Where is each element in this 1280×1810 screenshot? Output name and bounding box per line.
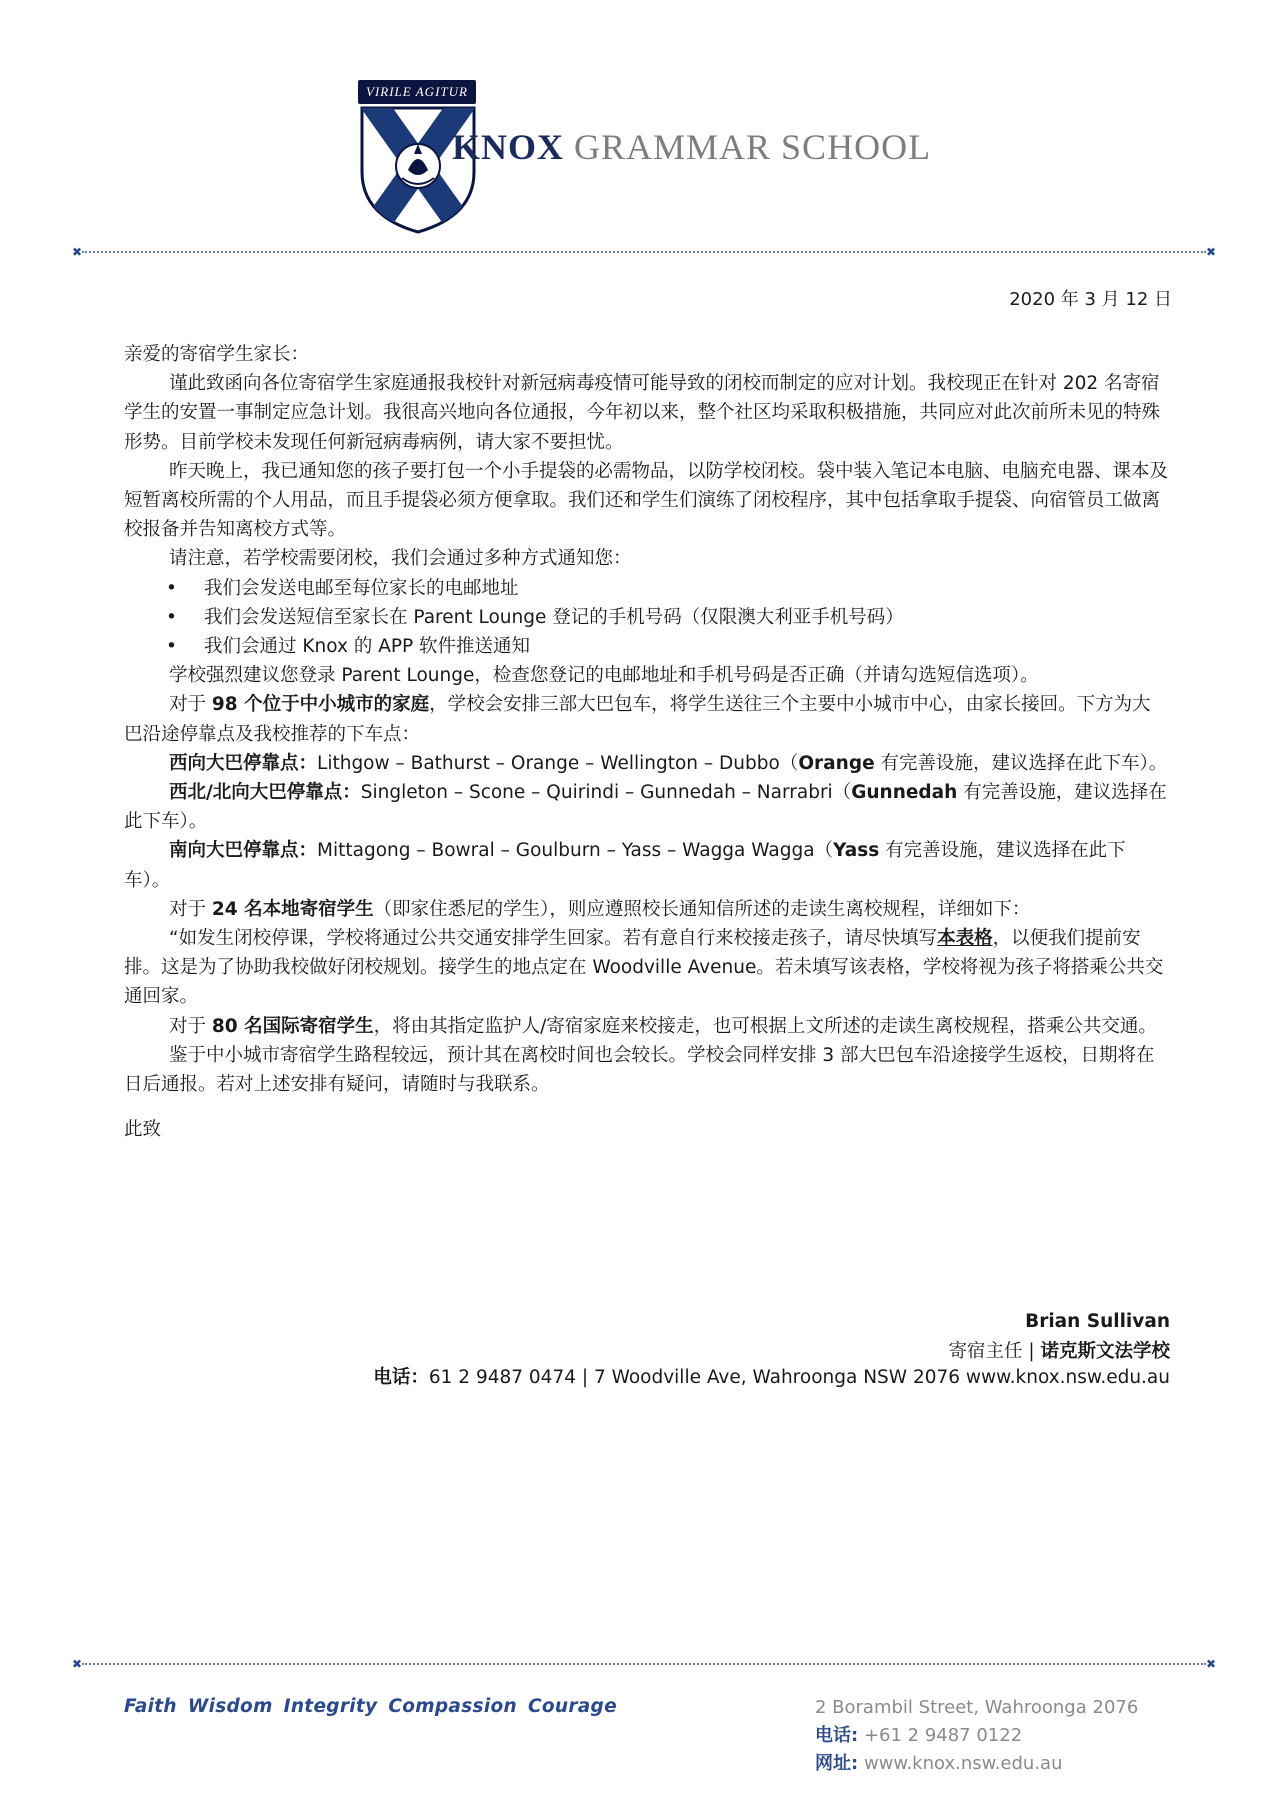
text: 对于: [169, 1015, 212, 1037]
emphasis: 24 名本地寄宿学生: [211, 898, 374, 920]
paragraph-return: 鉴于中小城市寄宿学生路程较远，预计其在离校时间也会较长。学校会同样安排 3 部大巴包车沿途接学生返校，日期将在日后通报。若对上述安排有疑问，请随时与我联系。: [124, 1044, 1155, 1096]
contact-label: 电话：: [373, 1367, 429, 1388]
contact-details: 61 2 9487 0474 | 7 Woodville Ave, Wahroonga NSW 2076 www.knox.nsw.edu.au: [428, 1367, 1170, 1388]
paragraph-international-boarders: [124, 1012, 1169, 1041]
top-divider: [72, 246, 1216, 258]
list-item-text: 我们会通过 Knox 的 APP 软件推送通知: [204, 636, 531, 658]
bullet-icon: •: [166, 577, 177, 599]
route-label: 南向大巴停靠点：: [169, 840, 318, 862]
paragraph-preparation: 昨天晚上，我已通知您的孩子要打包一个小手提袋的必需物品，以防学校闭校。袋中装入笔记本电脑、电脑充电器、课本及短暂离校所需的个人用品，而且手提袋必须方便拿取。我们还和学生们演练了闭校程序，其中包括拿取手提袋、向宿管员工做离校报备并告知离校方式等。: [124, 460, 1169, 541]
signer-role: 寄宿主任: [948, 1341, 1023, 1362]
signer-school: 诺克斯文法学校: [1040, 1341, 1170, 1362]
route-note: 有完善设施，建议选择在此下车）。: [124, 782, 1167, 833]
list-item: [124, 603, 1169, 632]
route-label: 西北/北向大巴停靠点：: [169, 782, 361, 804]
paragraph-quote: [124, 924, 1169, 1012]
phone-label: 电话:: [815, 1725, 859, 1746]
letterhead: [352, 72, 972, 222]
notification-list: [124, 574, 1169, 662]
list-item-text: 我们会发送短信至家长在 Parent Lounge 登记的手机号码（仅限澳大利亚手机号码）: [204, 606, 904, 628]
school-name: [452, 126, 931, 168]
school-name-knox: KNOX: [452, 127, 564, 167]
dotted-line: [82, 251, 1206, 253]
bus-route-south: [124, 836, 1169, 894]
bullet-icon: •: [166, 636, 177, 658]
divider-cross-icon: ✖: [1205, 245, 1216, 259]
salutation: 亲爱的寄宿学生家长：: [124, 344, 310, 365]
website-url[interactable]: www.knox.nsw.edu.au: [863, 1753, 1063, 1774]
dotted-line: [82, 1663, 1206, 1665]
list-item: [124, 574, 1169, 603]
recommended-stop: Orange: [798, 752, 875, 774]
website-label: 网址:: [815, 1753, 859, 1774]
text: （即家住悉尼的学生），则应遵照校长通知信所述的走读生离校规程，详细如下：: [373, 898, 1031, 920]
text: ，以便我们提前安排。这是为了协助我校做好闭校规划。接学生的地点定在 Woodville Avenue。若未填写该表格，学校将视为孩子将搭乘公共交通回家。: [124, 928, 1164, 1008]
footer-phone: [815, 1722, 1138, 1750]
footer-contact: [815, 1694, 1138, 1778]
phone-number: +61 2 9487 0122: [863, 1725, 1023, 1746]
footer-address: 2 Borambil Street, Wahroonga 2076: [815, 1697, 1139, 1718]
paragraph-local-boarders: [124, 895, 1169, 924]
divider-cross-icon: ✖: [72, 245, 83, 259]
footer-website: [815, 1750, 1138, 1778]
route-note: 有完善设施，建议选择在此下车）。: [874, 752, 1168, 774]
list-item-text: 我们会发送电邮至每位家长的电邮地址: [204, 577, 519, 599]
letter-body: [124, 340, 1169, 1144]
paragraph-intro: 谨此致函向各位寄宿学生家庭通报我校针对新冠病毒疫情可能导致的闭校而制定的应对计划。我校现正在针对 202 名寄宿学生的安置一事制定应急计划。我很高兴地向各位通报，今年初以来，整个社区均采取积极措施，共同应对此次前所未见的特殊形势。目前学校未发现任何新冠病毒病例，请大家不要担忧。: [124, 373, 1161, 453]
motto-banner: VIRILE AGITUR: [358, 80, 476, 104]
route-stops: Singleton – Scone – Quirindi – Gunnedah – Narrabri（: [360, 782, 852, 804]
route-note: 有完善设施，建议选择在此下车）。: [124, 840, 1126, 891]
bus-route-northwest: [124, 778, 1169, 836]
text: ，学校会安排三部大巴包车，将学生送往三个主要中小城市中心，由家长接回。下方为大巴沿途停靠点及我校推荐的下车点：: [124, 694, 1151, 745]
paragraph-parent-lounge: 学校强烈建议您登录 Parent Lounge，检查您登记的电邮地址和手机号码是否正确（并请勾选短信选项）。: [169, 665, 1039, 687]
value-word: Courage: [527, 1696, 617, 1717]
letter-date: 2020 年 3 月 12 日: [1009, 289, 1172, 310]
school-name-grammar-school: GRAMMAR SCHOOL: [574, 127, 932, 167]
list-item: [124, 632, 1169, 661]
signature-block: [948, 1307, 1170, 1367]
divider-cross-icon: ✖: [1205, 1657, 1216, 1671]
divider-cross-icon: ✖: [72, 1657, 83, 1671]
route-stops: Lithgow – Bathurst – Orange – Wellington – Dubbo（: [317, 752, 799, 774]
paragraph-notification: 请注意，若学校需要闭校，我们会通过多种方式通知您：: [169, 548, 632, 570]
form-link[interactable]: 本表格: [937, 928, 993, 950]
value-word: Wisdom: [187, 1696, 273, 1717]
value-word: Compassion: [388, 1696, 517, 1717]
signer-name: Brian Sullivan: [1025, 1311, 1170, 1332]
bullet-icon: •: [166, 606, 177, 628]
text: “如发生闭校停课，学校将通过公共交通安排学生回家。若有意自行来校接走孩子，请尽快填写: [169, 928, 938, 950]
route-stops: Mittagong – Bowral – Goulburn – Yass – Wagga Wagga（: [317, 840, 834, 862]
text: 对于: [169, 898, 212, 920]
recommended-stop: Gunnedah: [851, 782, 958, 804]
paragraph-regional-families: [124, 690, 1169, 748]
bottom-divider: [72, 1658, 1216, 1670]
bus-route-west: [124, 749, 1169, 778]
emphasis: 98 个位于中小城市的家庭: [211, 694, 430, 716]
separator: |: [1022, 1341, 1041, 1362]
school-values: [124, 1696, 628, 1717]
signer-contact: [373, 1363, 1170, 1389]
emphasis: 80 名国际寄宿学生: [211, 1015, 374, 1037]
value-word: Integrity: [283, 1696, 378, 1717]
text: 对于: [169, 694, 212, 716]
closing: 此致: [124, 1119, 162, 1141]
text: ，将由其指定监护人/寄宿家庭来校接走，也可根据上文所述的走读生离校规程，搭乘公共交通。: [373, 1015, 1157, 1037]
value-word: Faith: [124, 1696, 177, 1717]
route-label: 西向大巴停靠点：: [169, 752, 318, 774]
recommended-stop: Yass: [833, 840, 880, 862]
